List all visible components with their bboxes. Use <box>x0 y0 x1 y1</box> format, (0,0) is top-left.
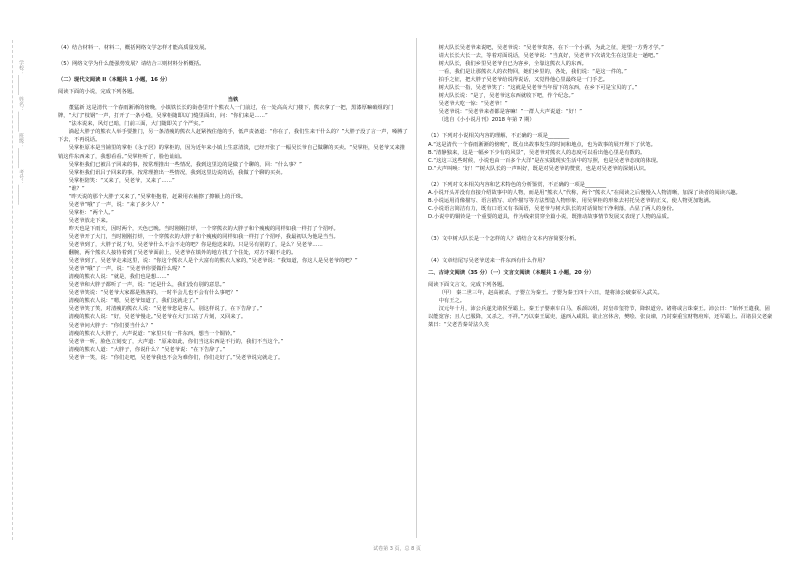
section-heading: （二）现代文阅读 II（本题共 1 小题，16 分） <box>58 77 171 84</box>
story-paragraph: 吴老爷和大胖子都听了一声，说：“还是什么，我们没有别的意思。” <box>68 282 226 289</box>
classical-text <box>428 289 774 329</box>
page-footer: 试卷第 3 页，总 8 页 <box>373 546 421 552</box>
story-paragraph: 请大长长大长一去，等着对面说话，吴老爷说：“当真好，吴老爷下次请先生在这里走一趟吧。” <box>438 53 659 60</box>
answer-option: A.小说开头并没有直接介绍故事中的人物，而是用“熊衣人”代称，两个“熊衣人”在阅读之后慢慢入人物清晰，加深了读者的阅读兴趣。 <box>428 189 741 196</box>
classical-paragraph: 中有王之。 <box>438 298 466 305</box>
story-paragraph: 吴老爷到了，吴老爷走来这里，说：“你这个熊衣人是个大富有的熊衣人家的，”吴老爷说：“我知道，你这人是吴老爷的吧？” <box>68 258 358 265</box>
right-column <box>428 44 774 329</box>
story-paragraph: 树大队长说：“是了，吴老爷这东西就收下吧，作个纪念。” <box>438 93 574 100</box>
answer-option: C.小说语言简洁有力，既有口语又有书面语，吴老爷与树大队长的对话简短干净利落，凸显了两人的身份。 <box>428 205 678 212</box>
question-4-right: （4）文章结尾写吴老爷送来一件东西有什么作用？ <box>428 257 548 264</box>
answer-option: A.“这是清代一个春雨淅淅的傍晚”，既点出故事发生的时间和地点，也为故事的展开埋下了伏笔。 <box>428 141 656 148</box>
story-paragraph: 吴掌柜我们讯吕子回来的事，按常理推出一些情况，我到这里边说的话，我做了个聊的买卖。 <box>68 169 286 176</box>
story-paragraph: 树大队长，我们乡里吴老爷自已为客乡，全靠这熊衣人的东西。 <box>438 61 587 68</box>
story-paragraph: 吴掌柜原本是当铺里的掌柜《永子居》的掌柜的，因为近年来小镇上生意清淡，已经开张了一幅吴长爷自己做聊的买卖。“吴掌柜，吴老爷又来推销这件东西来了，我想看看。”吴掌柜听了，脸色讪讪。 <box>58 145 406 160</box>
story-paragraph: “谁？” <box>68 185 85 192</box>
question-3: （3）文中树大队长是一个怎样的人？请结合文本内容简要分析。 <box>428 235 580 242</box>
question-5: （5）网络文学为什么能强势发展？请结合三则材料分析概括。 <box>58 61 205 68</box>
classical-paragraph: （甲） 秦二世三年，赵高被杀，子婴立为秦王。子婴为秦王四十六日，楚将沛公破秦军入武关。 <box>438 290 663 297</box>
story-paragraph: 吴掌柜我们已被吕子回来的事，按常理推出一些情况，我到这里边的是做了个聊的，回：“什么事？” <box>68 161 302 168</box>
story-paragraph: 吴老爷笑了笑，对清瘦的熊衣人说：“吴老爷您是客人，别这样说了，在下告辞了。” <box>68 306 263 313</box>
story-paragraph: 吴老爷一听，脸色立刻变了，大声道：“原来如此，你们当这东西是不行的，我们不当这个。” <box>68 338 284 345</box>
question-4: （4）结合材料一、材料二，概括网络文学怎样才能高质量发展。 <box>58 45 210 51</box>
story-paragraph: 昨天也是下雨天，因时两个，天色已晚。当时刚刚打烊，一个穿熊衣的大胖子和个瘦瘦的同样如我一样打了个招呼。 <box>68 225 339 232</box>
binding-info: 学校：________ 姓名：________ 班级：________ 考号：________ <box>18 60 24 205</box>
story-paragraph: 吴老爷问大胖子：“你们要当什么？” <box>68 322 154 329</box>
story-paragraph: 吴老爷放走下来。 <box>68 217 111 224</box>
answer-option: C.“这这三这些时候，小说也由一百多个大洋”是在实践现实生活中的写照，也是吴老爷态度的体现。 <box>428 157 662 164</box>
answer-option: D.“大声叫唤：‘好！’”树大队长的一声叫好，既是对吴老爷的赞赏，也是对吴老爷的深刻认识。 <box>428 165 650 172</box>
instruction: 阅读下面的小说，完成下列各题。 <box>58 89 138 96</box>
story-continuation <box>428 44 774 116</box>
story-paragraph: 清瘦的熊衣人说：“嗯，吴老爷知道了，我们这就走了。” <box>68 298 199 305</box>
story-paragraph: 树大队长吴老爷来说吧，吴老爷说：“吴老爷贵客，在下一个小酒，为此之征，迎望一方秀才学。” <box>438 45 664 51</box>
story-paragraph: 淌起大胖子的熊衣人举手要推门，另一条清瘦的熊衣人赶紧拽住他的手，低声责备道：“你在了，我们生来干什么的？”大胖子没了言一声，嗓膊了下去，不再说话。 <box>58 129 408 144</box>
story-paragraph: 一看，我们是让那熊衣人的衣物回，她们乡里的，各处，我们说：“是这一件的。” <box>438 69 627 76</box>
question-1-options <box>428 141 774 173</box>
classical-instruction: 阅读下面文言文，完成下列各题。 <box>428 282 508 289</box>
story-paragraph: 清瘦的熊衣人道：“大胖子，你说什么？”吴老爷说：“在下告辞了。” <box>68 346 226 353</box>
story-source: （选自《小小说月刊》2018 年第 7 期） <box>438 117 535 124</box>
story-paragraph: 吴老爷“哦”了一声，说：“吴老爷你要做什么呢？” <box>68 266 186 273</box>
answer-option: D.小说中的铜铃是一个重要的道具，作为线索贯穿全篇小说，既推动故事情节发展又表现了人物的品质。 <box>428 213 673 220</box>
story-paragraph: 吴老爷说：“吴老爷来者都是客嘛！”一群人大声说道：“好！” <box>438 109 582 116</box>
question-2-options <box>428 189 774 221</box>
question-2: （2）下列对文本相关内容和艺术特色的分析鉴赏，不正确的一项是________ <box>428 181 607 188</box>
story-paragraph: 清瘦的熊衣人说：“好，吴老爷慢走。”吴老爷在大门口站了片刻，又回来了。 <box>68 314 247 321</box>
story-title: 当铁 <box>227 97 239 104</box>
story-paragraph: 吴老爷到了，大胖子说了句，吴老爷什么不会不走的吧？你是他送来的。只是另有别的了，是么？吴老爷…… <box>68 242 323 249</box>
left-column <box>58 44 408 362</box>
story-paragraph: 树大队长一指，吴老爷笑了：“这就是吴老爷当年留下的东西，在乡下可是宝贝的了。” <box>438 85 638 92</box>
story-paragraph: “昨天说的那个大胖子又来了，”吴掌柜抱着，赶紧用衣袖擦了擦额上的汗珠。 <box>68 193 247 200</box>
story-paragraph: 董猛新 这是清代一个春雨淅淅的傍晚，小镇铁长长的街巷里开个熊衣人一门前过，在一处高高大门楼下，熊衣拿了一把，黑漆厚嘛破组的门牌，“大门”枝钢“一声，打开了一条小缝，吴掌柜随即以门缝里面出，问：“你们来是……” <box>58 105 394 120</box>
answer-option: B.“清静独来，这是一幅乡下少有的风景”，吴老爷对熊衣人的态度可以看出他心里是有数的。 <box>428 149 646 156</box>
story-paragraph: 拍手之征，把大胖子吴老爷给说得说话，又觉得他心里最终是一门手艺。 <box>438 77 609 84</box>
section-heading-classical: 二、古诗文阅读（35 分）（一）文言文阅读（本题共 1 小题，20 分） <box>428 270 595 277</box>
story-paragraph: 清瘦的熊衣人说：“就是，我们也是想……” <box>68 274 170 281</box>
story-paragraph: “法本说来，风灯已暗，门前三面，大门随即关了个严实。” <box>68 121 204 128</box>
story-paragraph: 吴老爷大吃一惊：“吴老爷！” <box>438 101 508 108</box>
story-paragraph: 清瘦的熊衣人大胖子，大声说道：“家里只有一件东西，想当一个铜铃。” <box>68 330 236 337</box>
story-paragraph: 吴掌柜陪笑：“又来了，吴老爷，又来了……” <box>68 177 175 184</box>
story-body <box>58 104 408 362</box>
story-paragraph: 吴老爷开了大门，当时刚刚打烊，一个穿熊衣的大胖子和个瘦瘦的同样如我一样打了个招呼，我最初以为他是当当。 <box>68 233 339 240</box>
answer-option: B.小说运用肖像描写、语言描写、动作描写等方法塑造人物形象，用吴掌柜的形象去衬托吴老爷的正义，使人物更加饱满。 <box>428 197 715 204</box>
classical-paragraph: 汉元年十月，沛公兵遂先诸侯至霸上。秦王子婴素车白马，系颈以组，封皇帝玺符节，降轵道旁。诸将或言诛秦王。沛公曰：“始怀王遣我，固以能宽容；且人已服降，又杀之，不祥。”乃以秦王属吏，遂西入咸阳。欲止宫休舍，樊哙、张良谏，乃封秦重宝财物府库，还军霸上。召诸县父老豪桀曰：“父老苦秦苛法久矣 <box>428 306 773 329</box>
story-paragraph: 吴老爷笑说：“吴老爷大家都是熟客的，一时半会儿也不会有什么事吧？” <box>68 290 239 297</box>
question-1: （1）下列对小说相关内容的理解，不正确的一项是________ <box>428 133 570 140</box>
column-divider <box>416 38 417 538</box>
story-paragraph: 吴老爷“哦”了一声，说：“来了多少人？” <box>68 201 165 208</box>
binding-line <box>12 40 14 540</box>
story-paragraph: 吴老爷一笑，说：“你们走吧，吴老爷我也不会为难你们，你们走好了。”吴老爷说完就走了。 <box>68 354 284 361</box>
story-paragraph: 吴掌柜：“两个人。” <box>68 209 114 216</box>
story-paragraph: 翻腕，两个熊衣人接待着到了吴老爷面前上，吴老爷在镇外的地方找了个住处，对方不跟不走的。 <box>68 250 297 257</box>
